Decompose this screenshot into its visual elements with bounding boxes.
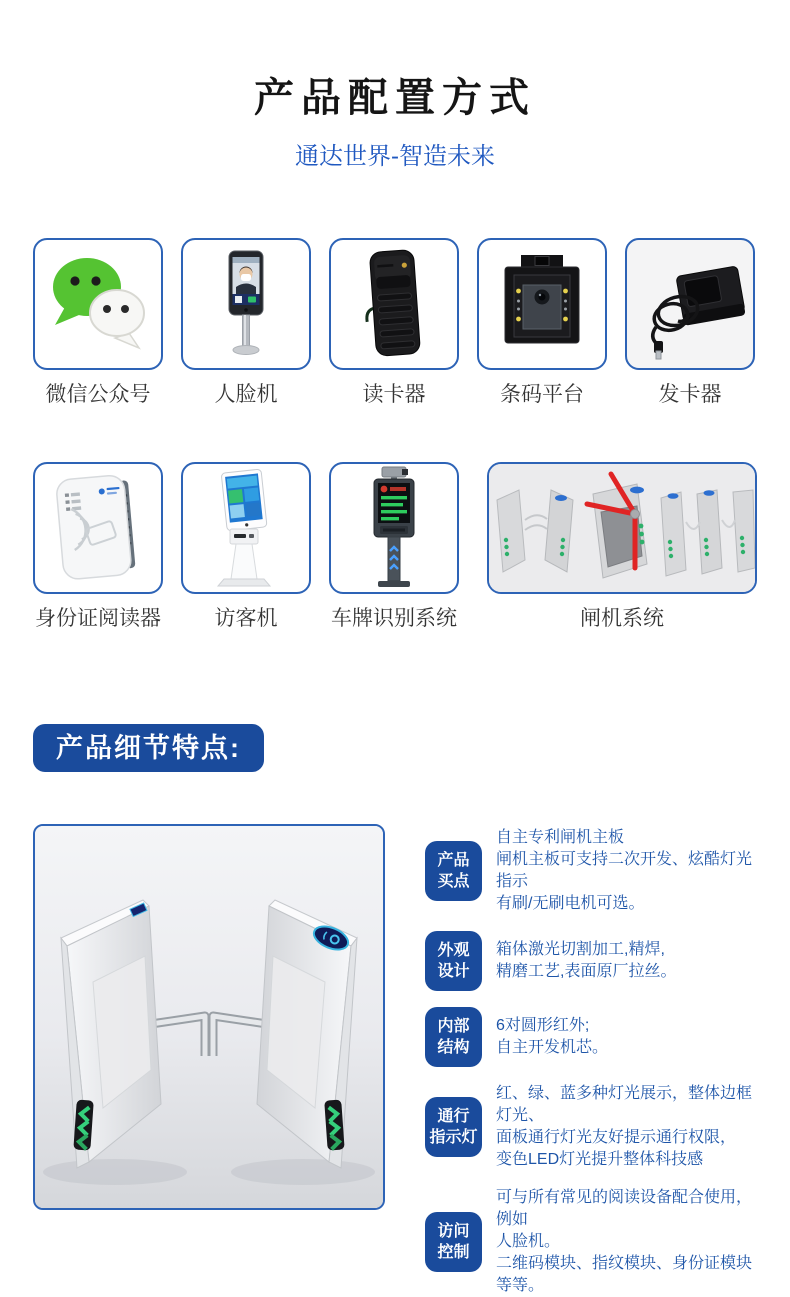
- barcode-platform-image: [487, 254, 597, 354]
- product-label: 发卡器: [658, 383, 722, 406]
- feature-product-selling-points: [425, 827, 757, 915]
- feature-text: 自主专利闸机主板 闸机主板可支持二次开发、炫酷灯光指示 有刷/无刷电机可选。: [496, 829, 753, 912]
- product-label: 访客机: [214, 607, 278, 630]
- product-label: 身份证阅读器: [35, 607, 161, 630]
- product-card-card-reader: [329, 238, 459, 408]
- product-label: 条码平台: [500, 383, 584, 406]
- product-card-lpr-system: [329, 462, 459, 632]
- page-title: 产品配置方式: [254, 76, 536, 120]
- products-row-2: [0, 462, 790, 632]
- feature-list: [425, 824, 757, 1297]
- section-banner: 产品细节特点:: [33, 724, 264, 772]
- product-card-card-issuer: [625, 238, 755, 408]
- feature-text: 可与所有常见的阅读设备配合使用，例如 人脸机。 二维码模块、指纹模块、身份证模块等等。: [496, 1189, 753, 1294]
- feature-text: 红、绿、蓝多种灯光展示，整体边框灯光、 面板通行灯光友好提示通行权限， 变色LED灯光提升整体科技感: [496, 1085, 753, 1168]
- card-issuer-image: [627, 245, 753, 363]
- product-card-gate-system: [487, 462, 757, 632]
- license-plate-recognition-image: [344, 465, 444, 591]
- product-label: 人脸机: [214, 383, 278, 406]
- products-row-1: [0, 238, 790, 408]
- feature-tag: 内部 结构: [425, 1007, 482, 1067]
- feature-tag: 访问 控制: [425, 1212, 482, 1272]
- product-label: 读卡器: [362, 383, 426, 406]
- product-card-face-machine: [181, 238, 311, 408]
- id-card-reader-image: [35, 465, 161, 591]
- face-recognition-machine-image: [196, 248, 296, 360]
- product-card-visitor-kiosk: [181, 462, 311, 632]
- product-label: 车牌识别系统: [331, 607, 457, 630]
- feature-access-control: [425, 1187, 757, 1297]
- feature-tag: 外观 设计: [425, 931, 482, 991]
- feature-pass-indicator-light: [425, 1083, 757, 1171]
- product-card-barcode-platform: [477, 238, 607, 408]
- feature-text: 6对圆形红外; 自主开发机芯。: [496, 1017, 609, 1056]
- wechat-logo-icon: [41, 249, 155, 359]
- feature-appearance-design: [425, 931, 757, 991]
- product-label: 闸机系统: [580, 607, 664, 630]
- swing-gate-photo: [33, 824, 385, 1210]
- feature-tag: 通行 指示灯: [425, 1097, 482, 1157]
- card-reader-image: [344, 245, 444, 363]
- page-subtitle: 通达世界-智造未来: [295, 143, 495, 170]
- product-card-id-reader: [33, 462, 163, 632]
- product-card-wechat: [33, 238, 163, 408]
- product-label: 微信公众号: [45, 383, 151, 406]
- turnstile-gate-system-image: [489, 464, 755, 592]
- feature-tag: 产品 买点: [425, 841, 482, 901]
- feature-text: 箱体激光切割加工,精焊, 精磨工艺,表面原厂拉丝。: [496, 941, 677, 980]
- feature-internal-structure: [425, 1007, 757, 1067]
- detail-section: [0, 824, 790, 1297]
- visitor-kiosk-image: [196, 465, 296, 591]
